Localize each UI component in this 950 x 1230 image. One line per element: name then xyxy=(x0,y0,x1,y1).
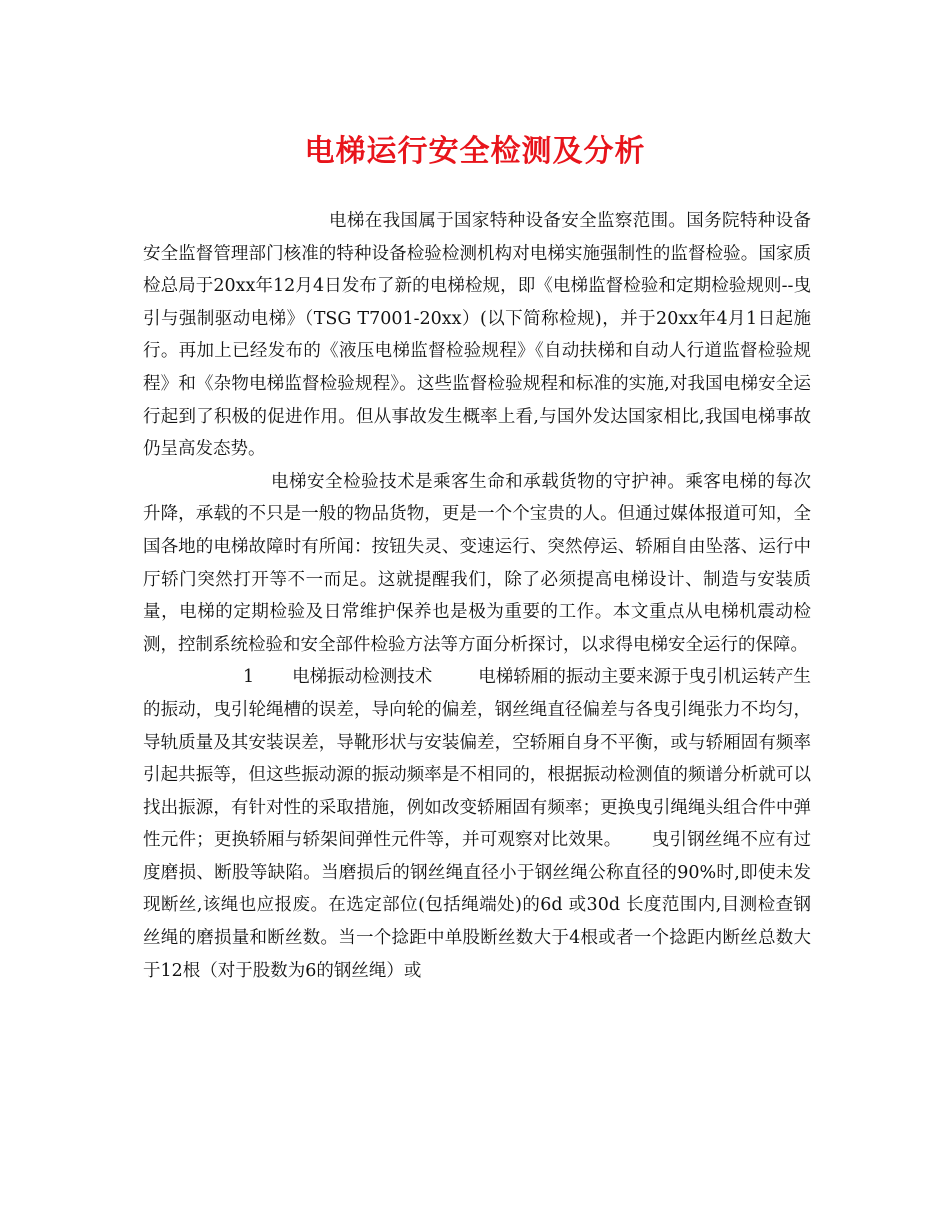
section-text-wire-rope: 曳引钢丝绳不应有过度磨损、断股等缺陷。当磨损后的钢丝绳直径小于钢丝绳公称直径的90%时,即使未发现断丝,该绳也应报废。在选定部位(包括绳端处)的6d 或30d 长度范围内,目测检查钢丝绳的磨损量和断丝数。当一个捻距中单股断丝数大于4根或者一个捻距内断丝总数大于12根（对于股数为6的钢丝绳）或 xyxy=(143,830,811,981)
section-number: 1 xyxy=(243,667,255,688)
document-body xyxy=(143,205,811,987)
paragraph-intro: 电梯在我国属于国家特种设备安全监察范围。国务院特种设备安全监督管理部门核准的特种设备检验检测机构对电梯实施强制性的监督检验。国家质检总局于20xx年12月4日发布了新的电梯检规，即《电梯监督检验和定期检验规则--曳引与强制驱动电梯》（TSG T7001-20xx）(以下简称检规)，并于20xx年4月1日起施行。再加上已经发布的《液压电梯监督检验规程》《自动扶梯和自动人行道监督检验规程》和《杂物电梯监督检验规程》。这些监督检验规程和标准的实施,对我国电梯安全运行起到了积极的促进作用。但从事故发生概率上看,与国外发达国家相比,我国电梯事故仍呈高发态势。 xyxy=(143,211,811,460)
paragraph-safety: 电梯安全检验技术是乘客生命和承载货物的守护神。乘客电梯的每次升降，承载的不只是一般的物品货物，更是一个个宝贵的人。但通过媒体报道可知，全国各地的电梯故障时有所闻：按钮失灵、变速运行、突然停运、轿厢自由坠落、运行中厅轿门突然打开等不一而足。这就提醒我们，除了必须提高电梯设计、制造与安装质量，电梯的定期检验及日常维护保养也是极为重要的工作。本文重点从电梯机震动检测，控制系统检验和安全部件检验方法等方面分析探讨，以求得电梯安全运行的保障。 xyxy=(143,471,811,655)
paragraph-vibration xyxy=(143,661,811,987)
document-title: 电梯运行安全检测及分析 xyxy=(304,134,646,169)
section-title: 电梯振动检测技术 xyxy=(292,667,433,688)
section-text-vibration: 电梯轿厢的振动主要来源于曳引机运转产生的振动，曳引轮绳槽的误差，导向轮的偏差，钢丝绳直径偏差与各曳引绳张力不均匀，导轨质量及其安装误差，导靴形状与安装偏差，空轿厢自身不平衡，或与轿厢固有频率引起共振等，但这些振动源的振动频率是不相同的，根据振动检测值的频谱分析就可以找出振源，有针对性的采取措施，例如改变轿厢固有频率；更换曳引绳绳头组合件中弹性元件；更换轿厢与轿架间弹性元件等，并可观察对比效果。 xyxy=(143,667,812,851)
